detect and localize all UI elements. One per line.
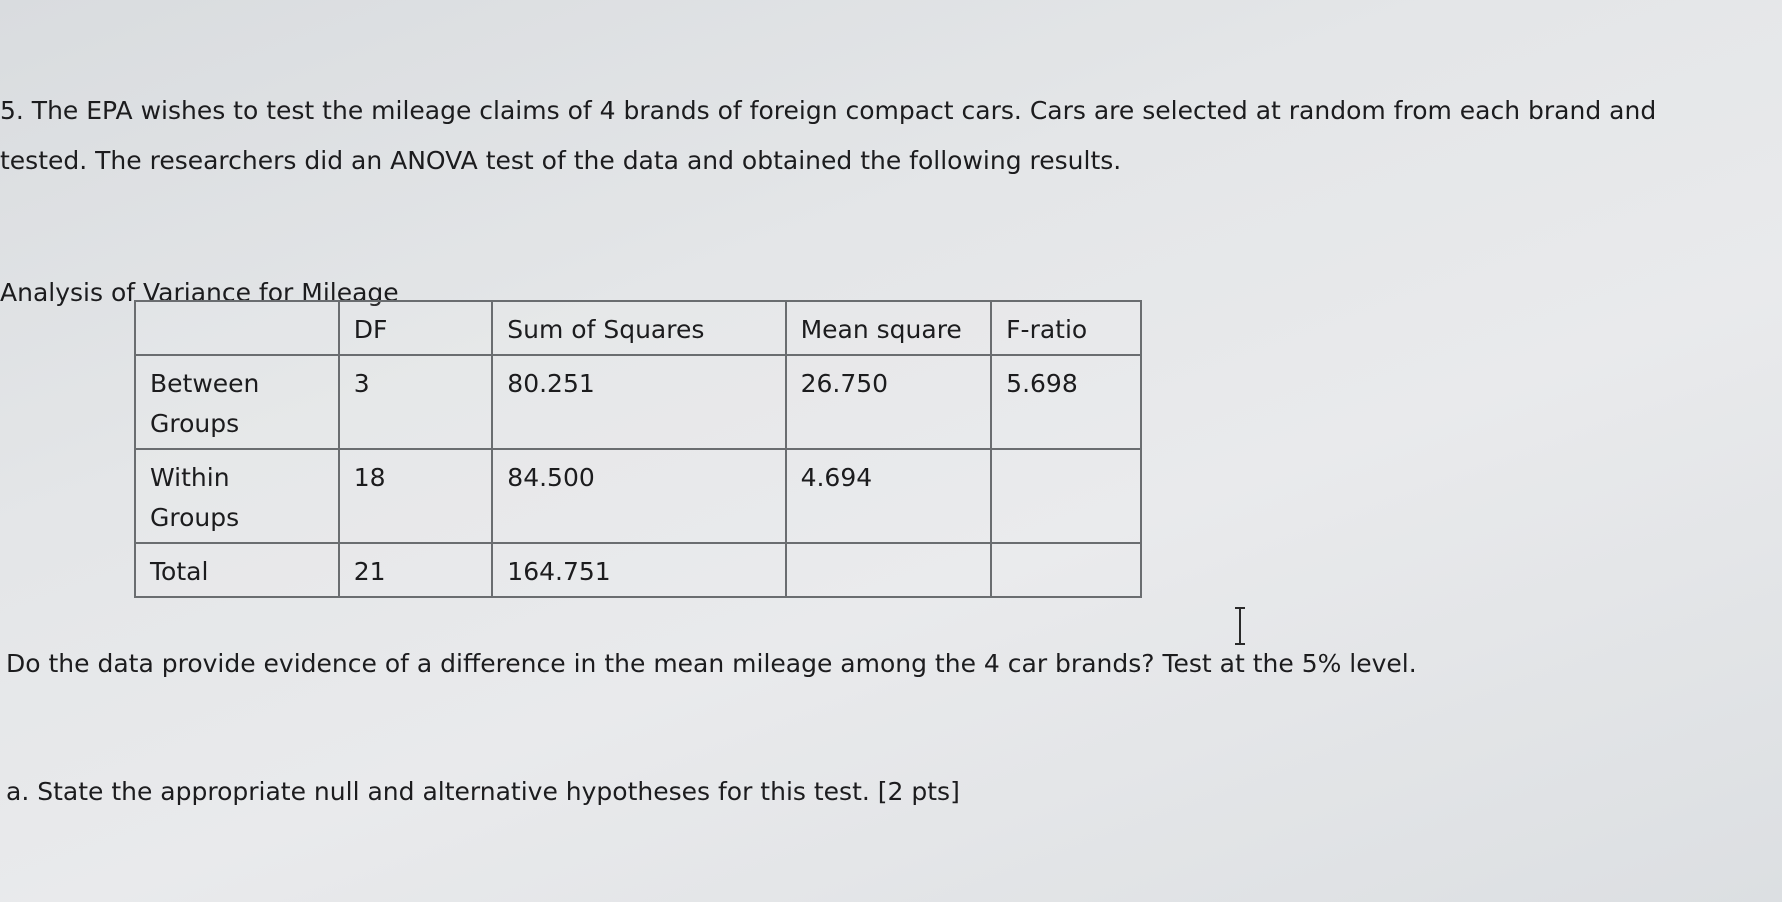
cell-sum-of-squares: 80.251: [492, 355, 785, 449]
header-cell-sum-of-squares: Sum of Squares: [492, 301, 785, 355]
cell-f-ratio: 5.698: [991, 355, 1141, 449]
text-cursor-icon: [1232, 606, 1248, 646]
table-row: [135, 543, 1141, 597]
cell-mean-square: 26.750: [786, 355, 992, 449]
header-cell-f-ratio: F-ratio: [991, 301, 1141, 355]
cell-df: 18: [339, 449, 493, 543]
table-row: [135, 449, 1141, 543]
header-cell-df: DF: [339, 301, 493, 355]
part-a-prompt: a. State the appropriate null and alternative hypotheses for this test. [2 pts]: [6, 777, 960, 806]
table-row: [135, 355, 1141, 449]
cell-source: Within Groups: [135, 449, 339, 543]
table-caption: Analysis of Variance for Mileage: [0, 278, 399, 307]
cell-f-ratio: [991, 449, 1141, 543]
intro-line-1: 5. The EPA wishes to test the mileage claims of 4 brands of foreign compact cars. Cars are selected at random from each brand and: [0, 96, 1657, 125]
cell-df: 3: [339, 355, 493, 449]
cell-mean-square: [786, 543, 992, 597]
problem-intro: [0, 86, 1770, 186]
cell-source: Between Groups: [135, 355, 339, 449]
cell-sum-of-squares: 164.751: [492, 543, 785, 597]
header-cell-mean-square: Mean square: [786, 301, 992, 355]
cell-f-ratio: [991, 543, 1141, 597]
cell-mean-square: 4.694: [786, 449, 992, 543]
anova-table: [134, 300, 1142, 598]
cell-df: 21: [339, 543, 493, 597]
cell-source: Total: [135, 543, 339, 597]
cell-sum-of-squares: 84.500: [492, 449, 785, 543]
intro-line-2: tested. The researchers did an ANOVA test of the data and obtained the following results.: [0, 146, 1122, 175]
question-text: Do the data provide evidence of a difference in the mean mileage among the 4 car brands? Test at the 5% level.: [6, 649, 1417, 678]
header-cell-source: [135, 301, 339, 355]
table-header-row: [135, 301, 1141, 355]
